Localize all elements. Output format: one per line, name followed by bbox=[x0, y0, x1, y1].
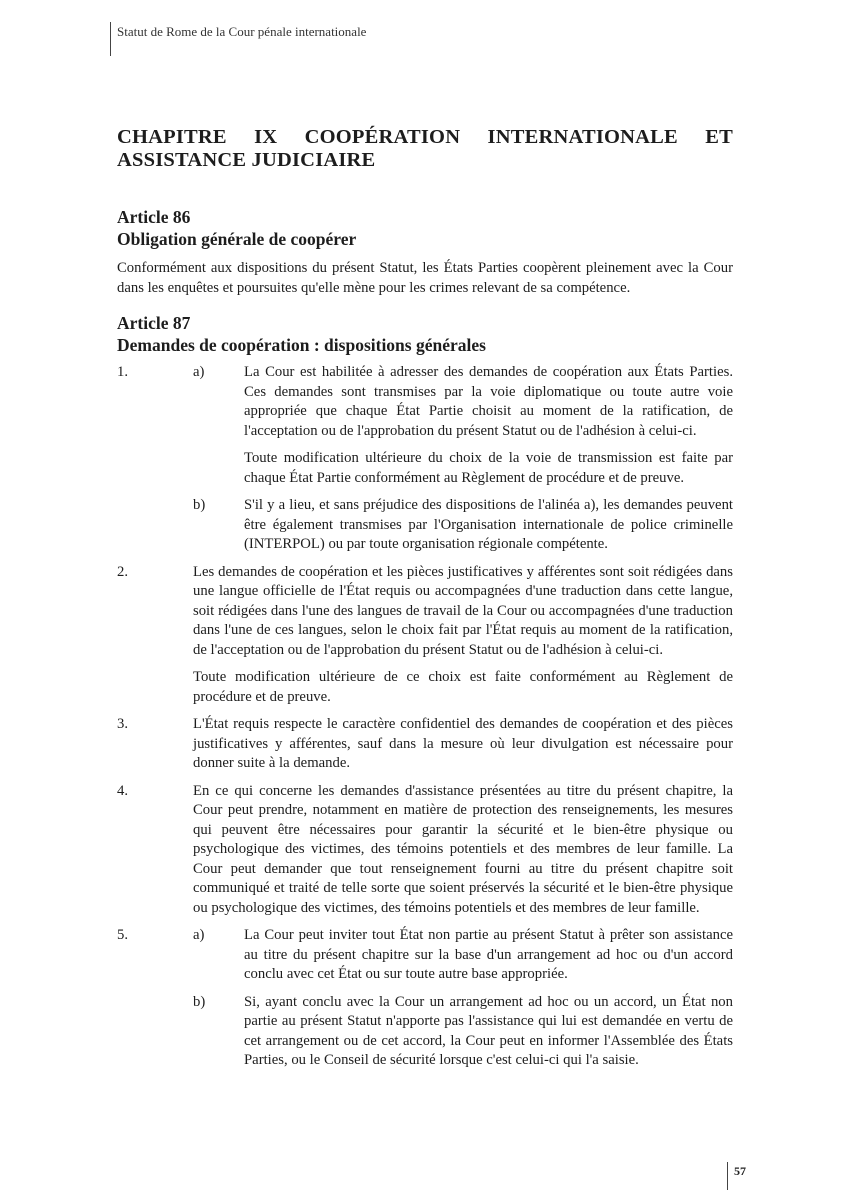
subparagraph-letter: a) bbox=[193, 927, 205, 943]
subparagraph-a-text-2: Toute modification ultérieure du choix de la voie de transmission est faite par chaque État Partie conformément au Règlement de procédure et de preuve. bbox=[244, 450, 733, 486]
chapter-title-word: ET bbox=[705, 126, 733, 148]
page-number-value: 57 bbox=[734, 1164, 746, 1178]
subparagraph-b-text: Si, ayant conclu avec la Cour un arrangement ad hoc ou un accord, un État non partie au présent Statut n'apporte pas l'assistance qui lui est demandée en vertu de cet arrangement ou de cet accord, la Cour peut en informer l'Assemblée des États Parties, ou le Conseil de sécurité lorsque c'est celui-ci qui l'a saisie. bbox=[244, 993, 733, 1068]
paragraph-1 bbox=[117, 363, 733, 555]
paragraph-number: 5. bbox=[117, 927, 129, 943]
paragraph-4 bbox=[117, 782, 733, 919]
article-number: Article 87 bbox=[117, 313, 191, 333]
paragraph-number: 2. bbox=[117, 563, 129, 580]
article-86 bbox=[117, 206, 733, 298]
article-title: Obligation générale de coopérer bbox=[117, 229, 357, 249]
paragraph-text: Les demandes de coopération et les pièces justificatives y afférentes sont soit rédigées dans une langue officielle de l'État requis ou accompagnées d'une traduction dans cette langue, soit rédigées dans l'une des langues de travail de la Cour ou accompagnées d'une traduction dans l'une de ces langues, selon le choix fait par l'État requis au moment de la ratification, de l'acceptation ou de l'approbation du présent Statut ou de l'adhésion à celui-ci. bbox=[193, 563, 733, 658]
chapter-title-word: IX bbox=[254, 126, 278, 148]
chapter-title-word: CHAPITRE bbox=[117, 126, 227, 148]
running-header-title: Statut de Rome de la Cour pénale internationale bbox=[117, 24, 367, 39]
paragraph-text-2: Toute modification ultérieure de ce choix est faite conformément au Règlement de procédure et de preuve. bbox=[193, 669, 733, 705]
running-header bbox=[110, 22, 366, 56]
subparagraph-letter: b) bbox=[193, 497, 206, 513]
page-number bbox=[727, 1162, 746, 1190]
subparagraph-letter: b) bbox=[193, 993, 206, 1010]
paragraph-number: 4. bbox=[117, 782, 129, 799]
subparagraph-b bbox=[117, 993, 733, 1071]
paragraph-3 bbox=[117, 715, 733, 774]
subparagraph-a-text: La Cour est habilitée à adresser des demandes de coopération aux États Parties. Ces demandes sont transmises par la voie diplomatique ou toute autre voie appropriée que chaque État Partie choisit au moment de la ratification, de l'acceptation ou de l'approbation du présent Statut ou de l'adhésion à celui-ci. bbox=[244, 364, 733, 439]
article-number: Article 86 bbox=[117, 207, 191, 227]
chapter-title-line2: ASSISTANCE JUDICIAIRE bbox=[117, 149, 376, 171]
chapter-title-word: INTERNATIONALE bbox=[487, 126, 678, 148]
article-text: Conformément aux dispositions du présent Statut, les États Parties coopèrent pleinement avec la Cour dans les enquêtes et poursuites qu'elle mène pour les crimes relevant de sa compétence. bbox=[117, 260, 733, 296]
subparagraph-b-text: S'il y a lieu, et sans préjudice des dispositions de l'alinéa a), les demandes peuvent être également transmises par l'Organisation internationale de police criminelle (INTERPOL) ou par toute organisation régionale compétente. bbox=[244, 497, 733, 552]
paragraph-5 bbox=[117, 926, 733, 1071]
chapter-title bbox=[117, 126, 733, 172]
paragraph-text: En ce qui concerne les demandes d'assistance présentées au titre du présent chapitre, la Cour peut prendre, notamment en matière de protection des renseignements, les mesures qui peuvent être nécessaires pour garantir la sécurité et le bien-être physique ou psychologique des victimes, des témoins potentiels et des membres de leur famille. La Cour peut demander que tout renseignement fourni au titre du présent chapitre soit communiqué et traité de telle sorte que soient préservés la sécurité et le bien-être physique ou psychologique des victimes, des témoins potentiels et des membres de leur famille. bbox=[193, 782, 733, 916]
subparagraph-b bbox=[117, 496, 733, 555]
article-title: Demandes de coopération : dispositions générales bbox=[117, 335, 486, 355]
chapter-title-word: COOPÉRATION bbox=[304, 126, 461, 148]
article-87 bbox=[117, 312, 733, 1071]
paragraph-number: 1. bbox=[117, 364, 129, 380]
paragraph-number: 3. bbox=[117, 716, 129, 732]
chapter-title-line1 bbox=[117, 126, 733, 149]
paragraph-2 bbox=[117, 563, 733, 708]
page-content bbox=[117, 126, 733, 1071]
subparagraph-a-text: La Cour peut inviter tout État non partie au présent Statut à prêter son assistance au titre du présent chapitre sur la base d'un arrangement ad hoc ou d'un accord conclu avec cet État ou sur toute autre base appropriée. bbox=[244, 927, 733, 982]
subparagraph-letter: a) bbox=[193, 364, 205, 380]
paragraph-text: L'État requis respecte le caractère confidentiel des demandes de coopération et des pièces justificatives y afférentes, sauf dans la mesure où leur divulgation est nécessaire pour donner suite à la demande. bbox=[193, 716, 733, 771]
